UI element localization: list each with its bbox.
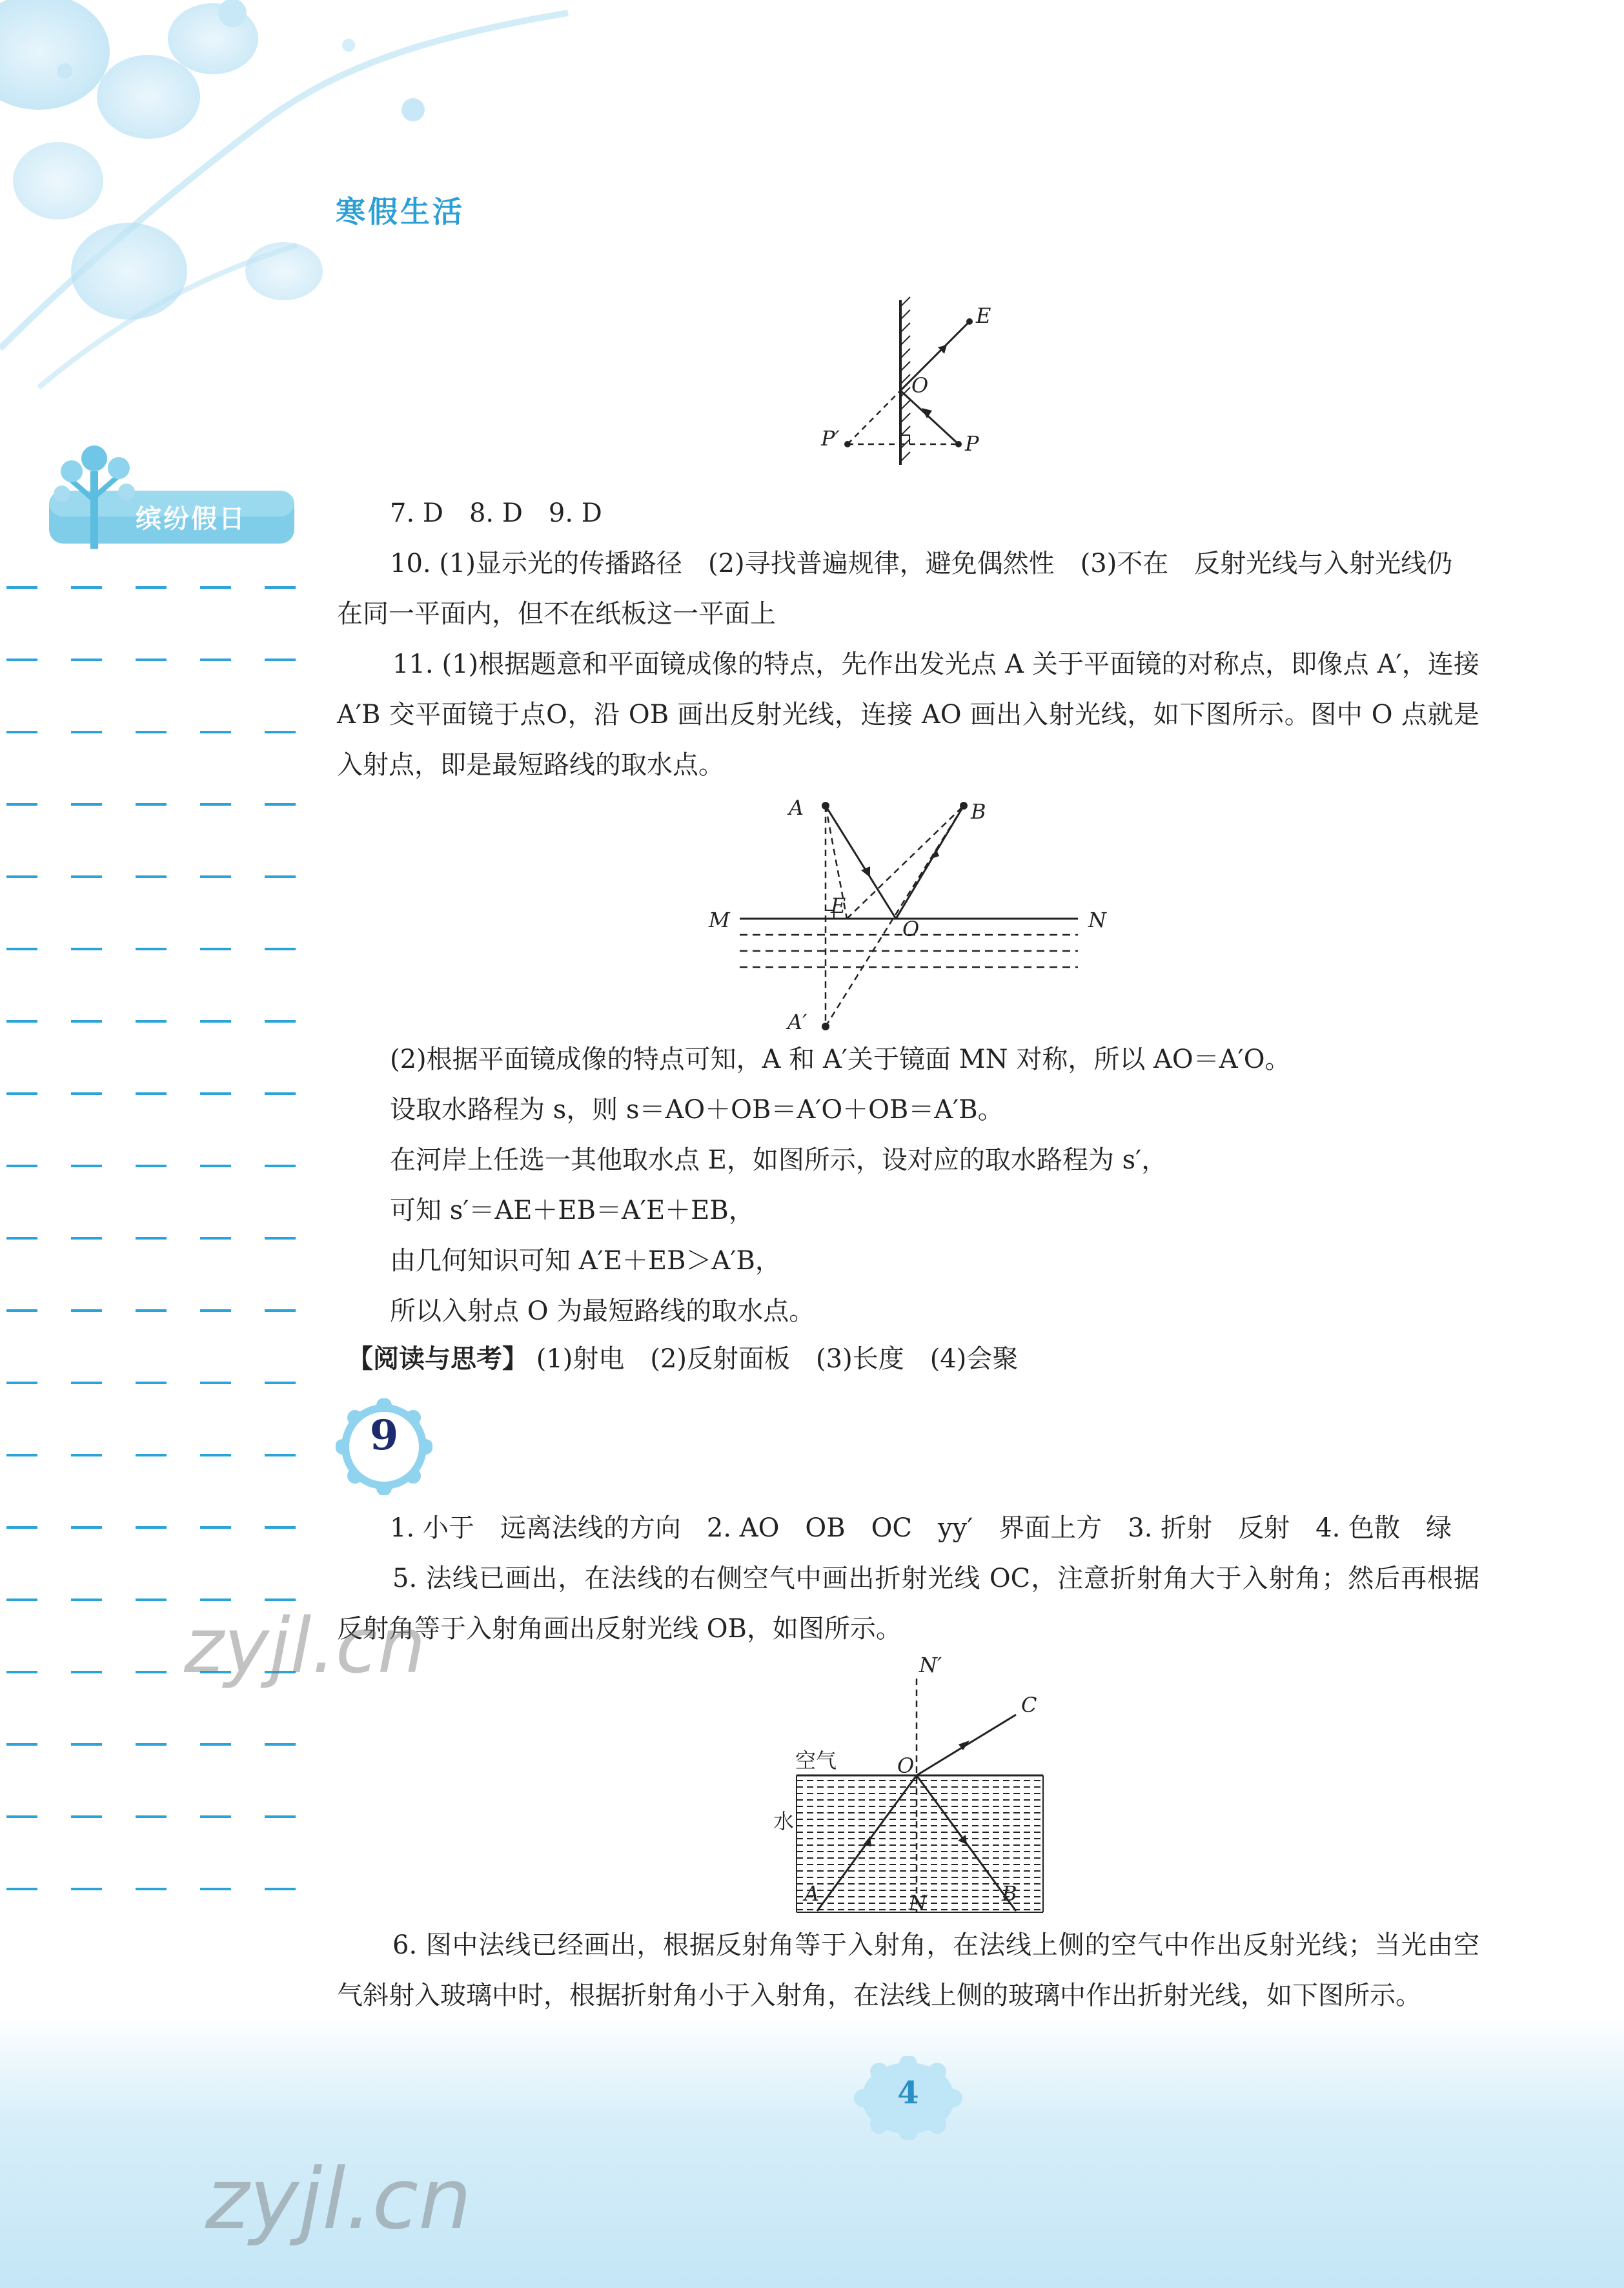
label-A: A: [789, 795, 804, 820]
label-O: O: [911, 373, 929, 398]
label-B: B: [1002, 1881, 1017, 1906]
header-title: 寒假生活: [336, 194, 465, 229]
label-A-prime: A′: [787, 1010, 807, 1034]
reading-answers: (1)射电 (2)反射面板 (3)长度 (4)会聚: [536, 1344, 1019, 1374]
label-N-prime: N′: [919, 1653, 942, 1677]
answers-7-9: 7. D 8. D 9. D: [390, 498, 602, 528]
section9-answer-6: 6. 图中法线已经画出，根据反射角等于入射角，在法线上侧的空气中作出反射光线；当光由空气斜射入玻璃中时，根据折射角小于入射角，在法线上侧的玻璃中作出折射光线，如下图所示。: [337, 1930, 1479, 2010]
sidebar-badge: [43, 439, 301, 555]
label-E: E: [976, 303, 991, 328]
label-E: E: [831, 894, 846, 918]
label-O: O: [897, 1753, 915, 1778]
sidebar-badge-label: 缤纷假日: [136, 504, 247, 534]
answer-11-part2-line3: 在河岸上任选一其他取水点 E，如图所示，设对应的取水路程为 s′，: [390, 1145, 1168, 1175]
floral-decoration: [0, 0, 645, 413]
note-lines: [0, 568, 303, 1988]
watermark: zyjl.cn: [184, 1601, 426, 1690]
answer-11-part2-line5: 由几何知识可知 A′E＋EB＞A′B，: [390, 1246, 781, 1276]
refraction-diagram: [762, 1653, 1059, 1924]
answer-11-part1: 11. (1)根据题意和平面镜成像的特点，先作出发光点 A 关于平面镜的对称点，即像点 A′，连接 A′B 交平面镜于点O，沿 OB 画出反射光线，连接 AO 画出入射光线，如下图所示。图中 O 点就是入射点，即是最短路线的取水点。: [337, 649, 1479, 780]
answer-11-part2-line6: 所以入射点 O 为最短路线的取水点。: [390, 1296, 815, 1326]
label-P-prime: P′: [821, 426, 840, 451]
answer-11-part2-line2: 设取水路程为 s，则 s＝AO＋OB＝A′O＋OB＝A′B。: [390, 1095, 1004, 1125]
reading-section: [347, 1334, 1018, 1384]
label-C: C: [1021, 1693, 1037, 1717]
label-O: O: [902, 917, 920, 941]
label-air: 空气: [795, 1748, 837, 1773]
section-number: 9: [369, 1411, 399, 1460]
label-A: A: [804, 1881, 820, 1906]
page-number: 4: [897, 2075, 919, 2111]
label-N: N: [1088, 908, 1106, 932]
answer-11-part2-line1: (2)根据平面镜成像的特点可知，A 和 A′关于镜面 MN 对称，所以 AO＝A′O。: [390, 1045, 1291, 1074]
river-diagram: [697, 786, 1123, 1038]
label-B: B: [971, 799, 986, 824]
watermark: zyjl.cn: [205, 2150, 472, 2248]
answer-10-line2: 在同一平面内，但不在纸板这一平面上: [337, 599, 776, 629]
label-N: N: [909, 1890, 927, 1915]
reading-title: 【阅读与思考】: [347, 1344, 528, 1374]
section9-answers-1-4: 1. 小于 远离法线的方向 2. AO OB OC yy′ 界面上方 3. 折射 反射 4. 色散 绿: [390, 1513, 1452, 1543]
answer-10-line1: 10. (1)显示光的传播路径 (2)寻找普遍规律，避免偶然性 (3)不在 反射光线与入射光线仍: [390, 549, 1453, 578]
section9-answer-5: 5. 法线已画出，在法线的右侧空气中画出折射光线 OC，注意折射角大于入射角；然后再根据反射角等于入射角画出反射光线 OB，如图所示。: [337, 1564, 1479, 1644]
mirror-diagram: [800, 291, 1046, 471]
label-M: M: [709, 908, 730, 932]
label-P: P: [965, 431, 979, 456]
label-water: 水: [773, 1809, 795, 1833]
answer-11-part2-line4: 可知 s′＝AE＋EB＝A′E＋EB，: [390, 1196, 755, 1225]
